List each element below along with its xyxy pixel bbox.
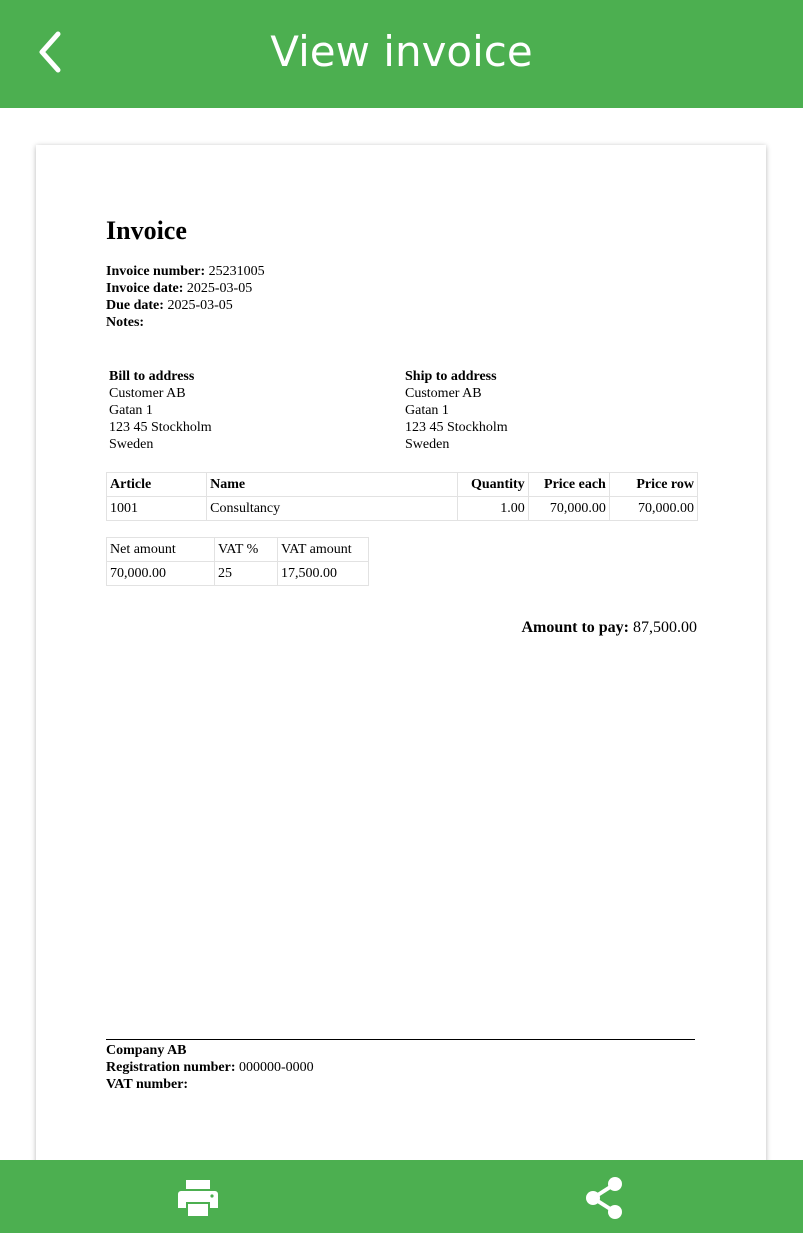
app-header [0, 0, 803, 108]
amount-to-pay [521, 619, 697, 637]
column-header: VAT amount [278, 538, 369, 562]
column-header: Name [207, 473, 457, 497]
items-table [106, 472, 698, 521]
table-header-row [107, 538, 369, 562]
invoice-number-row [106, 263, 265, 280]
registration-label: Registration number: [106, 1060, 236, 1075]
invoice-date-row [106, 280, 265, 297]
meta-value: 2025-03-05 [186, 281, 253, 296]
meta-label: Notes: [106, 315, 145, 330]
invoice-footer [106, 1042, 314, 1093]
registration-value: 000000-0000 [239, 1060, 314, 1075]
invoice-document [36, 145, 766, 1160]
page-title: View invoice [270, 27, 533, 76]
column-header: Net amount [107, 538, 215, 562]
bill-to-heading: Bill to address [109, 369, 195, 384]
address-line: Sweden [109, 437, 154, 452]
table-cell: 1.00 [457, 497, 528, 521]
share-icon [582, 1176, 626, 1220]
meta-label: Invoice number: [106, 264, 206, 279]
table-cell: 70,000.00 [528, 497, 609, 521]
meta-value: 2025-03-05 [167, 298, 233, 313]
column-header: Quantity [457, 473, 528, 497]
table-row [107, 497, 698, 521]
invoice-viewer[interactable] [0, 108, 803, 1160]
table-cell: 70,000.00 [107, 562, 215, 586]
address-line: Gatan 1 [405, 403, 449, 418]
footer-divider [106, 1039, 695, 1040]
ship-to-heading: Ship to address [405, 369, 497, 384]
amount-to-pay-value: 87,500.00 [633, 619, 697, 636]
table-cell: 1001 [107, 497, 207, 521]
table-cell: 70,000.00 [609, 497, 697, 521]
invoice-meta [106, 263, 265, 331]
amount-to-pay-label: Amount to pay: [521, 619, 629, 636]
vat-number-label: VAT number: [106, 1077, 189, 1092]
address-line: Customer AB [405, 386, 482, 401]
table-row [107, 562, 369, 586]
print-button[interactable] [176, 1176, 220, 1220]
meta-label: Due date: [106, 298, 164, 313]
column-header: Price each [528, 473, 609, 497]
address-line: 123 45 Stockholm [109, 420, 212, 435]
column-header: Article [107, 473, 207, 497]
table-cell: 17,500.00 [278, 562, 369, 586]
invoice-title: Invoice [106, 216, 187, 245]
meta-value: 25231005 [208, 264, 265, 279]
print-icon [176, 1176, 220, 1220]
share-button[interactable] [582, 1176, 626, 1220]
address-line: Customer AB [109, 386, 186, 401]
address-line: Sweden [405, 437, 450, 452]
vat-table [106, 537, 369, 586]
bill-to-address [109, 368, 212, 453]
bottom-toolbar [0, 1160, 803, 1233]
company-name: Company AB [106, 1043, 187, 1058]
column-header: Price row [609, 473, 697, 497]
table-cell: 25 [215, 562, 278, 586]
table-header-row [107, 473, 698, 497]
meta-label: Invoice date: [106, 281, 184, 296]
address-line: Gatan 1 [109, 403, 153, 418]
column-header: VAT % [215, 538, 278, 562]
ship-to-address [405, 368, 508, 453]
table-cell: Consultancy [207, 497, 457, 521]
address-line: 123 45 Stockholm [405, 420, 508, 435]
notes-row [106, 314, 265, 331]
due-date-row [106, 297, 265, 314]
